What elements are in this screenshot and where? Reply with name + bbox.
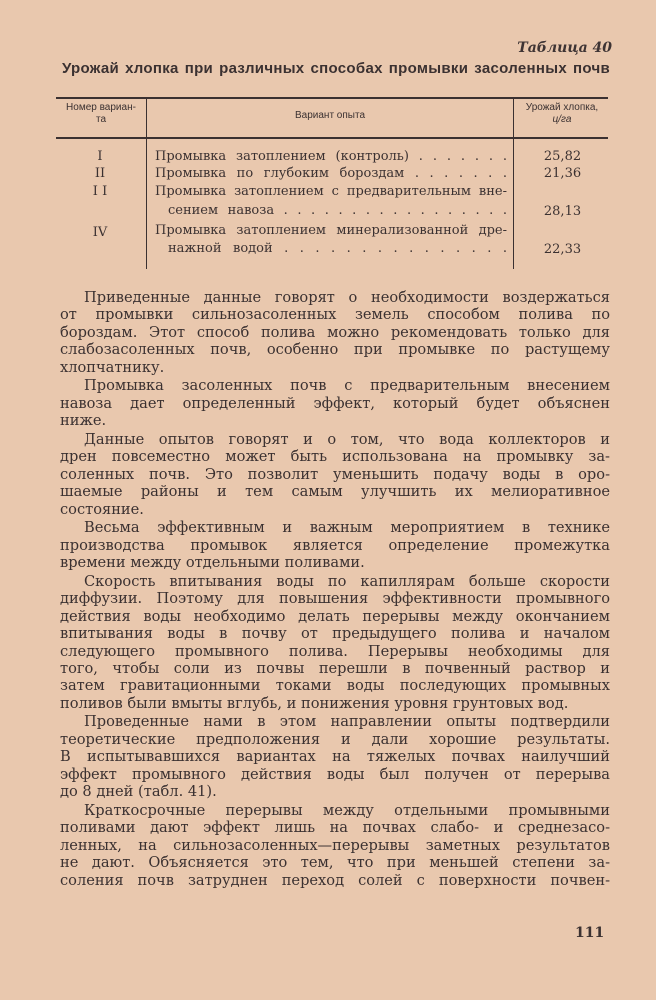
table-header-rule <box>56 137 608 139</box>
table-caption: Таблица 40 <box>517 40 612 56</box>
text-line: до 8 дней (табл. 41). <box>60 783 217 801</box>
header-number <box>56 102 146 126</box>
text-line: бороздам. Этот способ полива можно рекомендовать только для <box>60 323 610 341</box>
row-description: Промывка затоплением с предварительным вне- <box>155 184 507 199</box>
text-line: поливами дают эффект лишь на почвах слабо- и среднезасо- <box>60 819 610 837</box>
text-line: эффект промывного действия воды был получен от перерыва <box>60 765 610 783</box>
row-description: сением навоза . . . . . . . . . . . . . . . . . <box>168 203 507 218</box>
text-line: теоретические предположения и дали хорошие результаты. <box>60 730 610 748</box>
text-line: впитывания воды в почву от предыдущего полива и началом <box>60 625 610 643</box>
paragraph <box>60 519 610 571</box>
text-line: того, чтобы соли из почвы перешли в почвенный раствор и <box>60 659 610 677</box>
row-value: 22,33 <box>543 242 582 257</box>
row-number: IV <box>92 225 108 240</box>
row-value: 28,13 <box>543 204 582 219</box>
text-line: Скорость впитывания воды по капиллярам больше скорости <box>84 572 610 590</box>
table-top-rule <box>56 97 608 99</box>
header-variant: Вариант опыта <box>294 110 365 121</box>
header-yield-line: ц/га <box>552 114 572 125</box>
text-line: слабозасоленных почв, особенно при промывке по растущему <box>60 341 610 359</box>
text-line: Проведенные нами в этом направлении опыты подтвердили <box>84 713 610 731</box>
text-line: следующего промывного полива. Перерывы необходимы для <box>60 642 610 660</box>
table-column-divider <box>146 99 147 269</box>
row-number: I <box>97 149 103 164</box>
text-line: не дают. Объясняется это тем, что при меньшей степени за- <box>60 854 610 872</box>
page-number: 111 <box>575 925 605 941</box>
text-line: В испытывавшихся вариантах на тяжелых почвах наилучший <box>60 748 610 766</box>
paragraph <box>60 713 610 800</box>
text-line: ниже. <box>60 412 107 430</box>
text-line: навоза дает определенный эффект, который будет объяснен <box>60 394 610 412</box>
row-description: нажной водой . . . . . . . . . . . . . . . <box>168 241 507 256</box>
header-yield <box>514 102 610 126</box>
text-line: ленных, на сильнозасоленных—перерывы заметных результатов <box>60 836 610 854</box>
text-line: затем гравитационными токами воды последующих промывных <box>60 677 610 695</box>
text-line: дрен повсеместно может быть использована на промывку за- <box>60 448 610 466</box>
text-line: диффузии. Поэтому для повышения эффективности промывного <box>60 590 610 608</box>
header-number-line: Номер вариан- <box>66 102 136 113</box>
row-description: Промывка затоплением (контроль) . . . . . . . <box>155 149 507 164</box>
paragraph <box>60 431 610 518</box>
text-line: производства промывок является определение промежутка <box>60 536 610 554</box>
text-line: Приведенные данные говорят о необходимости воздержаться <box>84 289 610 306</box>
text-line: состояние. <box>60 500 144 518</box>
text-line: шаемые районы и тем самым улучшить их мелиоративное <box>60 483 610 501</box>
row-number: II <box>94 166 106 181</box>
row-description: Промывка затоплением минерализованной дре- <box>155 223 507 238</box>
text-line: Промывка засоленных почв с предварительным внесением <box>84 377 610 395</box>
text-line: соления почв затруднен переход солей с поверхности почвен- <box>60 871 610 889</box>
header-number-line: та <box>95 114 107 125</box>
text-line: времени между отдельными поливами. <box>60 554 365 572</box>
text-line: Краткосрочные перерывы между отдельными промывными <box>84 801 610 819</box>
table-title: Урожай хлопка при различных способах промывки засоленных почв <box>62 60 610 77</box>
paragraph <box>60 289 610 376</box>
paragraph <box>60 802 610 889</box>
paragraph <box>60 377 610 429</box>
text-line: Данные опытов говорят и о том, что вода коллекторов и <box>84 430 610 448</box>
body-text <box>60 289 610 890</box>
row-number: I I <box>92 184 108 199</box>
paragraph <box>60 573 610 713</box>
row-description: Промывка по глубоким бороздам . . . . . . . <box>155 166 507 181</box>
text-line: от промывки сильнозасоленных земель способом полива по <box>60 306 610 324</box>
row-value: 25,82 <box>543 149 582 164</box>
header-yield-line: Урожай хлопка, <box>525 102 599 113</box>
text-line: Весьма эффективным и важным мероприятием в технике <box>84 519 610 537</box>
text-line: действия воды необходимо делать перерывы между окончанием <box>60 607 610 625</box>
text-line: соленных почв. Это позволит уменьшить подачу воды в оро- <box>60 465 610 483</box>
text-line: хлопчатнику. <box>60 358 165 376</box>
row-value: 21,36 <box>543 166 582 181</box>
text-line: поливов были вмыты вглубь, и понижения уровня грунтовых вод. <box>60 694 569 712</box>
